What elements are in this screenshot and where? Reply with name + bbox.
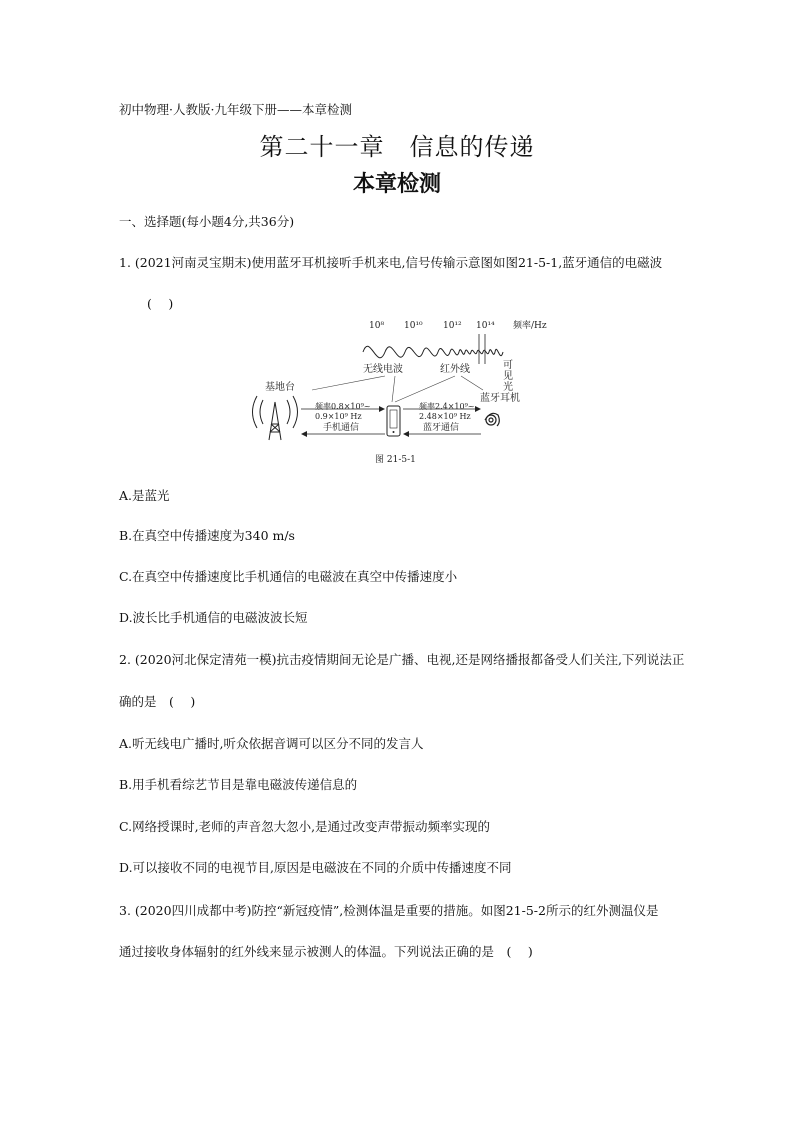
page-header: 初中物理·人教版·九年级下册——本章检测	[119, 102, 352, 117]
freq-tick-3: 10¹²	[443, 321, 462, 331]
q1-bracket: ( )	[147, 296, 174, 311]
mobile-phone-icon	[387, 406, 400, 436]
bt-comm-label: 蓝牙通信	[423, 423, 460, 433]
band-ir-label: 红外线	[440, 364, 470, 375]
section-heading: 一、选择题(每小题4分,共36分)	[119, 214, 295, 229]
phone-freq-line1: 频率0.8×10⁹~	[315, 402, 371, 411]
band-visible-1: 可	[503, 360, 513, 371]
bt-freq-line1: 频率2.4×10⁹~	[419, 402, 475, 411]
q2-option-b: B.用手机看综艺节目是靠电磁波传递信息的	[119, 777, 358, 792]
q2-option-d: D.可以接收不同的电视节目,原因是电磁波在不同的介质中传播速度不同	[119, 860, 512, 875]
q1-option-d: D.波长比手机通信的电磁波波长短	[119, 610, 308, 625]
q1-stem: 1. (2021河南灵宝期末)使用蓝牙耳机接听手机来电,信号传输示意图如图21-5-1,蓝牙通信的电磁波	[119, 255, 663, 270]
q3-stem-cont: 通过接收身体辐射的红外线来显示被测人的体温。下列说法正确的是 ( )	[119, 944, 533, 959]
em-wave	[363, 346, 503, 358]
q2-option-c: C.网络授课时,老师的声音忽大忽小,是通过改变声带振动频率实现的	[119, 819, 491, 834]
q1-option-b: B.在真空中传播速度为340 m/s	[119, 528, 295, 543]
radio-link-line-right	[392, 376, 395, 402]
freq-tick-2: 10¹⁰	[404, 321, 423, 331]
q3-stem: 3. (2020四川成都中考)防控“新冠疫情”,检测体温是重要的措施。如图21-5-2所示的红外测温仪是	[119, 903, 659, 918]
freq-tick-1: 10⁸	[369, 321, 385, 331]
q2-stem: 2. (2020河北保定清苑一模)抗击疫情期间无论是广播、电视,还是网络播报都备受人们关注,下列说法正	[119, 652, 685, 667]
phone-freq-line2: 0.9×10⁹ Hz	[315, 412, 362, 421]
ir-link-line-left	[395, 376, 455, 402]
radio-link-line-left	[312, 376, 385, 390]
band-visible-2: 见	[503, 371, 513, 382]
chapter-subtitle: 本章检测	[352, 172, 441, 197]
base-station-label: 基地台	[265, 382, 295, 393]
phone-comm-label: 手机通信	[323, 423, 360, 433]
q1-option-a: A.是蓝光	[119, 488, 170, 503]
earphone-icon	[485, 413, 499, 426]
earphone-label: 蓝牙耳机	[480, 393, 520, 404]
chapter-title: 第二十一章 信息的传递	[259, 133, 535, 161]
figure-caption: 图 21-5-1	[375, 455, 416, 465]
bt-freq-line2: 2.48×10⁹ Hz	[419, 412, 471, 421]
figure-21-5-1	[235, 312, 575, 472]
freq-axis-label: 频率/Hz	[513, 321, 547, 331]
freq-tick-4: 10¹⁴	[476, 321, 495, 331]
q1-option-c: C.在真空中传播速度比手机通信的电磁波在真空中传播速度小	[119, 569, 458, 584]
q2-stem-cont: 确的是 ( )	[119, 694, 196, 709]
q2-option-a: A.听无线电广播时,听众依据音调可以区分不同的发言人	[119, 736, 424, 751]
band-radio-label: 无线电波	[363, 364, 403, 375]
band-visible-3: 光	[503, 382, 513, 393]
tower-icon	[253, 396, 298, 440]
ir-link-line-right	[461, 376, 483, 390]
